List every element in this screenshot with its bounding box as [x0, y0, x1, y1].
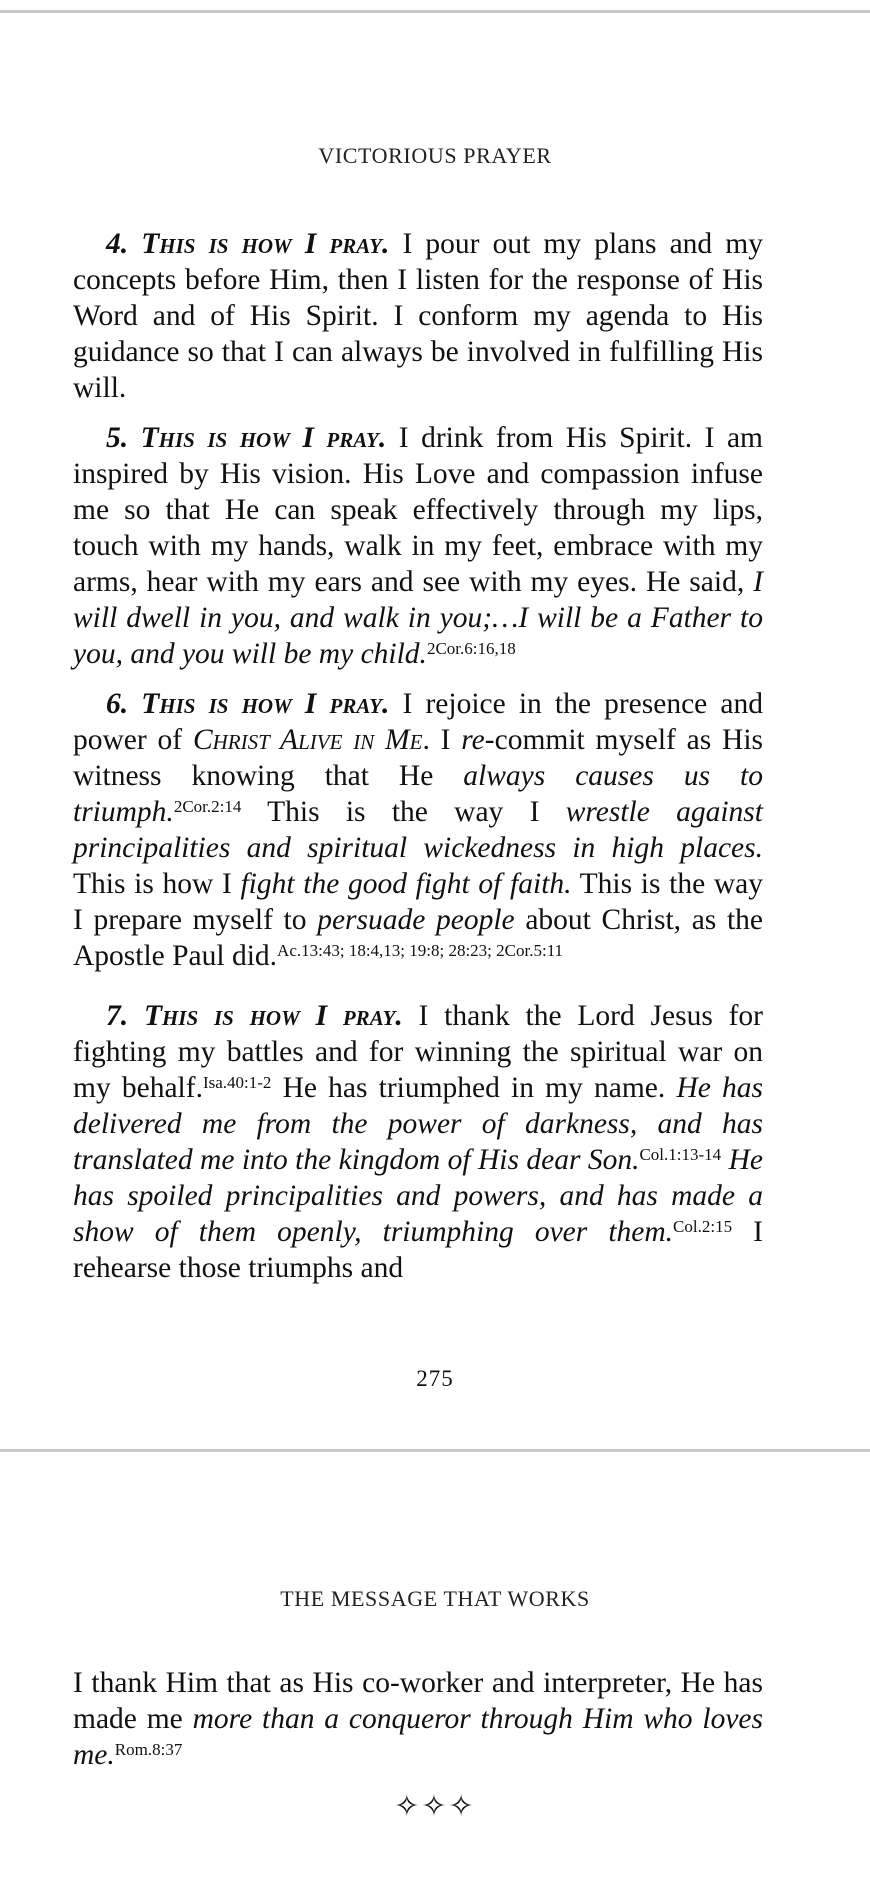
paragraph-number: 6.: [106, 688, 129, 720]
paragraph-lead: This is how I pray.: [141, 228, 390, 260]
scripture-reference: Isa.40:1-2: [202, 1073, 272, 1092]
running-head-page-2: THE MESSAGE THAT WORKS: [280, 1586, 590, 1611]
emphasis: re: [461, 724, 485, 756]
paragraph-text: I drink from His Spirit. I am inspired by His vision. His Love and compassion infuse me so that He can speak effectively through my lips, touch with my hands, walk in my feet, embrace with my arms, hear with my ears and see with my eyes. He said,: [73, 422, 763, 598]
paragraph-text: -commit myself as His witness knowing that He: [73, 724, 764, 792]
paragraph-number: 5.: [106, 422, 129, 454]
paragraph-text: I rejoice in the presence and power of: [73, 688, 764, 756]
scripture-reference: Col.2:15: [673, 1217, 733, 1236]
paragraph-number: 4.: [106, 228, 129, 260]
paragraph-text: . I: [422, 724, 462, 756]
paragraph-text: I thank the Lord Jesus for fighting my battles and for winning the spiritual war on my behalf.: [73, 1000, 763, 1104]
scripture-quote: He has spoiled principalities and powers, and has made a show of them openly, triumphing over them.: [73, 1144, 763, 1248]
paragraph-number: 7.: [106, 1000, 129, 1032]
paragraph-text: about Christ, as the Apostle Paul did.: [73, 904, 764, 972]
paragraph-6: [73, 686, 763, 974]
page-body: [73, 226, 763, 1300]
scripture-quote: I will dwell in you, and walk in you;…I will be a Father to you, and you will be my child.: [73, 566, 763, 670]
scripture-reference: Ac.13:43; 18:4,13; 19:8; 28:23; 2Cor.5:11: [277, 941, 564, 960]
paragraph-text: This is how I: [73, 868, 241, 900]
paragraph-text: I rehearse those triumphs and: [73, 1216, 763, 1284]
paragraph-7: [73, 998, 763, 1286]
paragraph-text: I pour out my plans and my concepts before Him, then I listen for the response of His Word and of His Spirit. I conform my agenda to His guidance so that I can always be involved in fulfilling His will.: [73, 228, 763, 404]
paragraph-text: This is the way I prepare myself to: [73, 868, 764, 936]
running-head: VICTORIOUS PRAYER: [318, 143, 552, 168]
scripture-quote: wrestle against principalities and spiritual wickedness in high places.: [73, 796, 763, 864]
scripture-quote: always causes us to triumph.: [73, 760, 763, 828]
paragraph-continuation: [73, 1665, 763, 1773]
scripture-quote: persuade people: [317, 904, 515, 936]
paragraph-lead: This is how I pray.: [141, 688, 390, 720]
section-ornament: ✧✧✧: [394, 1790, 476, 1823]
paragraph-lead: This is how I pray.: [140, 422, 387, 454]
page-divider-top: [0, 10, 870, 13]
page-2-body: [73, 1665, 763, 1787]
paragraph-text: [721, 1144, 728, 1176]
scripture-reference: 2Cor.6:16,18: [426, 639, 516, 658]
scripture-quote: more than a conqueror through Him who loves me.: [73, 1703, 763, 1771]
page-divider: [0, 1449, 870, 1452]
paragraph-text: This is the way I: [241, 796, 566, 828]
paragraph-lead: This is how I pray.: [143, 1000, 403, 1032]
scripture-reference: Col.1:13-14: [639, 1145, 722, 1164]
small-caps-phrase: Christ Alive in Me: [192, 724, 423, 756]
page-number: 275: [416, 1366, 454, 1391]
scripture-reference: 2Cor.2:14: [173, 797, 242, 816]
paragraph-5: [73, 420, 763, 672]
paragraph-text: He has triumphed in my name.: [271, 1072, 677, 1104]
paragraph-4: [73, 226, 763, 406]
scripture-quote: fight the good fight of faith.: [240, 868, 572, 900]
paragraph-text: I thank Him that as His co-worker and interpreter, He has made me: [73, 1667, 763, 1735]
scripture-reference: Rom.8:37: [114, 1740, 183, 1759]
scripture-quote: He has delivered me from the power of darkness, and has translated me into the kingdom of His dear Son.: [73, 1072, 763, 1176]
